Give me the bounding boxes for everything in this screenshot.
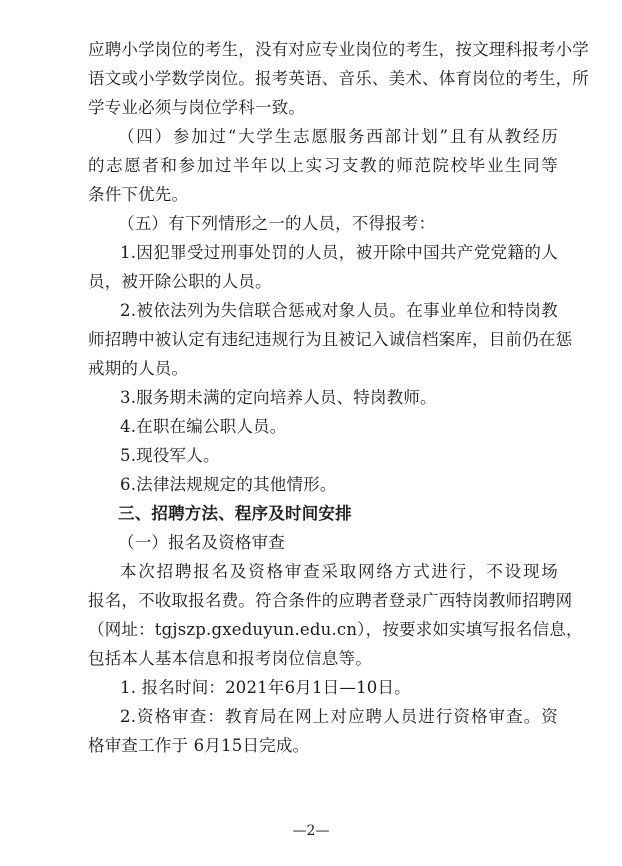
text-line: 报名，不收取报名费。符合条件的应聘者登录广西特岗教师招聘网 xyxy=(88,591,573,610)
text-line: 学专业必须与岗位学科一致。 xyxy=(88,98,306,117)
page-number: —2— xyxy=(292,823,330,839)
text-line: 格审查工作于 6月15日完成。 xyxy=(88,736,310,755)
list-item: 1. 报名时间：2021年6月1日—10日。 xyxy=(120,678,411,697)
list-item: 1.因犯罪受过刑事处罚的人员，被开除中国共产党党籍的人 xyxy=(120,243,558,262)
section-four-title: （四）参加过“大学生志愿服务西部计划”且有从教经历 xyxy=(118,127,558,146)
list-item: 2.资格审查：教育局在网上对应聘人员进行资格审查。资 xyxy=(120,707,558,726)
list-item: 6.法律法规规定的其他情形。 xyxy=(120,475,337,494)
list-item: 5.现役军人。 xyxy=(120,446,220,465)
text-line: 包括本人基本信息和报考岗位信息等。 xyxy=(88,649,372,668)
text-line: 的志愿者和参加过半年以上实习支教的师范院校毕业生同等 xyxy=(88,156,558,175)
text-line: 师招聘中被认定有违纪违规行为且被记入诚信档案库，目前仍在惩 xyxy=(88,330,573,349)
text-line: 本次招聘报名及资格审查采取网络方式进行，不设现场 xyxy=(120,562,558,581)
text-line: 戒期的人员。 xyxy=(88,359,189,378)
text-line: （网址：tgjszp.gxeduyun.edu.cn），按要求如实填写报名信息， xyxy=(88,620,583,639)
section-five-title: （五）有下列情形之一的人员，不得报考： xyxy=(118,214,436,233)
subsection-title: （一）报名及资格审查 xyxy=(118,533,285,552)
text-line: 语文或小学数学岗位。报考英语、音乐、美术、体育岗位的考生，所 xyxy=(88,69,589,88)
list-item: 4.在职在编公职人员。 xyxy=(120,417,287,436)
text-line: 条件下优先。 xyxy=(88,185,189,204)
section-three-heading: 三、招聘方法、程序及时间安排 xyxy=(118,504,352,523)
text-line: 应聘小学岗位的考生，没有对应专业岗位的考生，按文理科报考小学 xyxy=(88,40,589,59)
text-line: 员，被开除公职的人员。 xyxy=(88,272,272,291)
list-item: 2.被依法列为失信联合惩戒对象人员。在事业单位和特岗教 xyxy=(120,301,558,320)
list-item: 3.服务期未满的定向培养人员、特岗教师。 xyxy=(120,388,437,407)
